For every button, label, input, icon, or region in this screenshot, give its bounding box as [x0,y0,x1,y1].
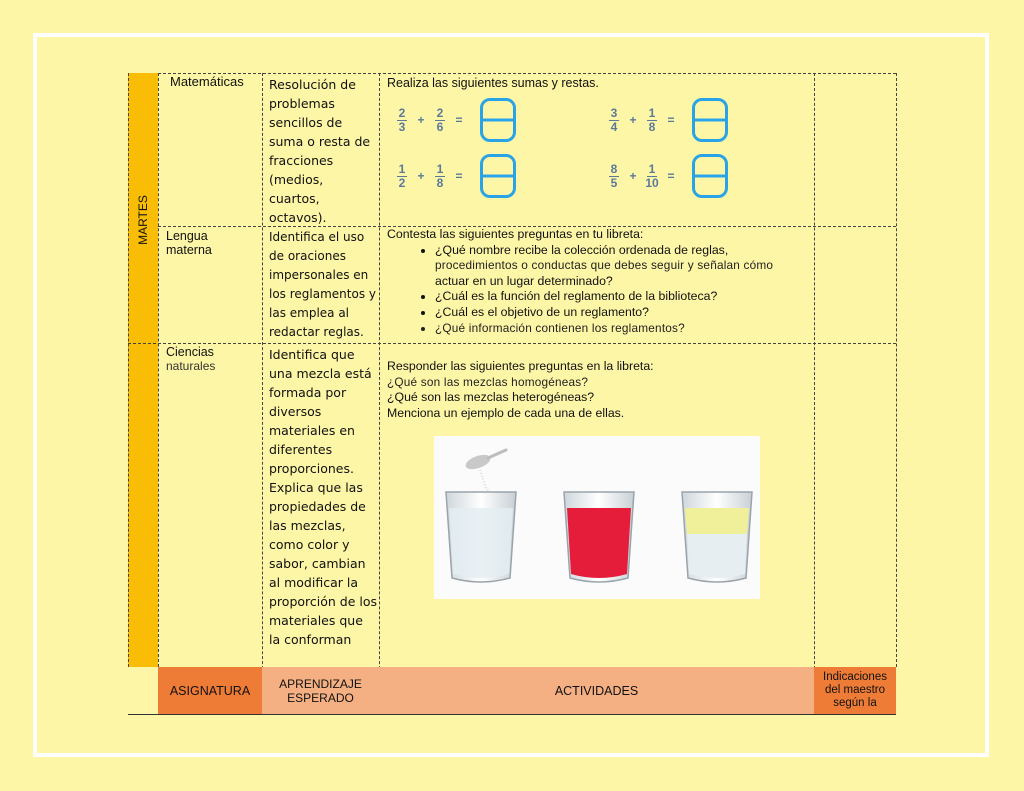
learning-science: Identifica que una mezcla está formada por diversos materiales en diferentes proporciones. Explica que las propiedades de las mezclas, como color y sabor, cambian al modificar la proporción de los materiales que la conforman [269,347,378,647]
question-item [435,305,812,321]
question-text: Menciona un ejemplo de cada una de ellas. [387,405,625,420]
header-subject: ASIGNATURA [158,667,262,714]
question-text: ¿Cuál es la función del reglamento de la biblioteca? [435,289,718,304]
salt-water-glass [446,492,516,582]
numerator: 2 [436,105,444,120]
operator: + [417,169,425,183]
learning-language: Identifica el uso de oraciones impersonales en los reglamentos y las emplea al redactar reglas. [269,230,376,339]
header-learning: APRENDIZAJE ESPERADO [262,667,379,714]
answer-box[interactable] [692,154,728,198]
exercise-1 [394,98,516,142]
equals: = [667,113,675,127]
instruction-science: Responder las siguientes preguntas en la libreta: [387,359,654,373]
denominator: 4 [610,119,618,134]
fraction [606,105,622,134]
answer-box[interactable] [692,98,728,142]
spoon-icon [464,450,506,494]
header-activities: ACTIVIDADES [379,667,814,714]
subject-line: naturales [166,359,216,373]
day-column [128,73,158,667]
instruction-language: Contesta las siguientes preguntas en tu libreta: [387,227,644,241]
exercise-4 [606,154,728,198]
denominator: 6 [436,119,444,134]
question-text: ¿Cuál es el objetivo de un reglamento? [435,304,649,319]
question-text: actuar en un lugar determinado? [435,273,613,288]
left-border [128,73,129,667]
question-list [387,243,812,259]
fraction [432,161,448,190]
question-item [435,243,812,259]
denominator: 8 [648,119,656,134]
numerator: 8 [610,161,618,176]
row-divider-2 [128,343,896,344]
fraction [644,161,660,190]
exercise-2 [606,98,728,142]
operator: + [629,113,637,127]
fraction [432,105,448,134]
red-water-glass [564,492,634,582]
denominator: 10 [645,175,659,190]
col-divider-2 [379,73,380,714]
activities-language [387,227,812,336]
denominator: 5 [610,175,618,190]
answer-box[interactable] [480,154,516,198]
exercise-3 [394,154,516,198]
subject-line: materna [166,243,212,257]
question-text: procedimientos o conductas que debes seguir y señalan cómo [435,258,774,273]
question-item [435,321,812,337]
numerator: 1 [436,161,444,176]
fraction [394,105,410,134]
numerator: 1 [648,161,656,176]
subject-math: Matemáticas [170,74,244,89]
question-item [435,289,812,305]
table-top-line [158,73,896,74]
question-text: ¿Qué son las mezclas heterogéneas? [387,390,595,405]
numerator: 2 [398,105,406,120]
question-text: ¿Qué información contienen los reglamentos? [435,320,685,335]
denominator: 3 [398,119,406,134]
instruction-math: Realiza las siguientes sumas y restas. [387,76,599,90]
header-teacher-notes: Indicaciones del maestro según la [814,667,896,714]
day-text: MARTES [136,195,150,245]
equals: = [455,169,463,183]
subject-line: Lengua [166,229,208,243]
activities-science [387,359,812,421]
denominator: 2 [398,175,406,190]
subject-line: Ciencias [166,345,214,359]
numerator: 3 [610,105,618,120]
answer-box[interactable] [480,98,516,142]
fraction [394,161,410,190]
equals: = [667,169,675,183]
col-divider-1 [262,73,263,714]
operator: + [629,169,637,183]
right-border [896,73,897,667]
subject-language [166,229,212,257]
col-divider-3 [814,73,815,714]
question-text: ¿Qué son las mezclas homogéneas? [387,374,589,389]
col-divider-0 [158,73,159,667]
mixtures-illustration [434,436,760,599]
glasses-svg [434,436,760,599]
numerator: 1 [398,161,406,176]
day-label [128,195,158,245]
fraction [644,105,660,134]
table-bottom-line [128,714,896,715]
subject-science [166,345,215,373]
question-list [387,289,812,336]
learning-math: Resolución de problemas sencillos de suma o resta de fracciones (medios, cuartos, octavos). [269,77,371,225]
denominator: 8 [436,175,444,190]
fraction [606,161,622,190]
question-text: ¿Qué nombre recibe la colección ordenada de reglas, [435,242,729,257]
equals: = [455,113,463,127]
numerator: 1 [648,105,656,120]
oil-water-glass [682,492,752,582]
operator: + [417,113,425,127]
